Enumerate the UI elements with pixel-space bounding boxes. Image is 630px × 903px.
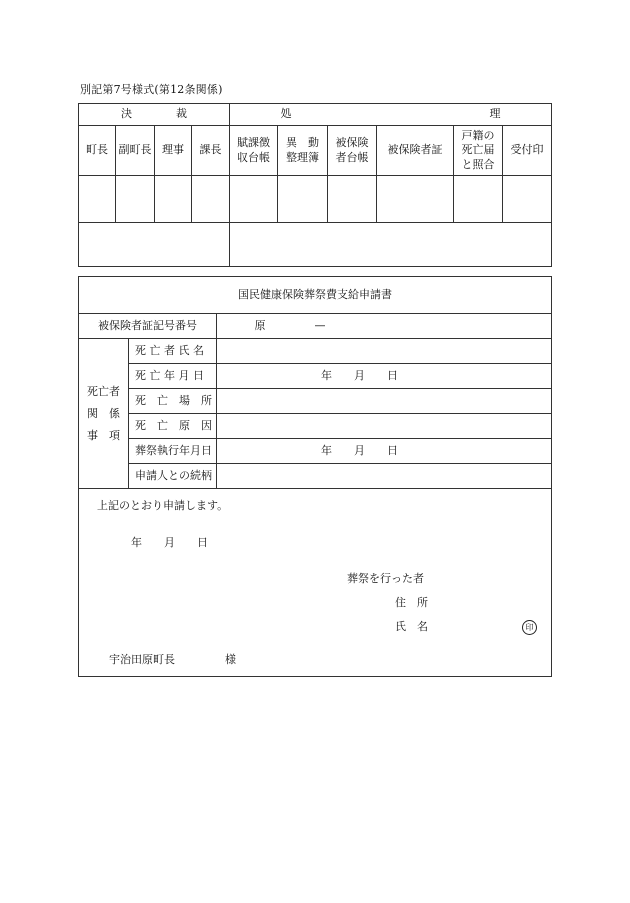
shori-notes-cell[interactable] xyxy=(230,223,552,267)
row-label-death-cause: 死 亡 原 因 xyxy=(129,414,217,439)
row-label-death-date: 死 亡 年 月 日 xyxy=(129,364,217,389)
col-koseki-shoukai: 戸籍の 死亡届 と照合 xyxy=(454,126,503,176)
stamp-cell[interactable] xyxy=(278,176,328,223)
stamp-cell[interactable] xyxy=(155,176,192,223)
stamp-cell[interactable] xyxy=(116,176,155,223)
row-value-name[interactable] xyxy=(217,339,552,364)
application-date[interactable]: 年 月 日 xyxy=(131,536,208,549)
col-chouchou: 町長 xyxy=(79,126,116,176)
insured-dash: — xyxy=(314,318,326,332)
stamp-cell[interactable] xyxy=(230,176,278,223)
col-hihokensha-daicho: 被保険 者台帳 xyxy=(328,126,377,176)
declaration-text: 上記のとおり申請します。 xyxy=(97,499,229,512)
stamp-cell[interactable] xyxy=(328,176,377,223)
stamp-cell[interactable] xyxy=(503,176,552,223)
approval-table xyxy=(78,103,552,267)
kessai-notes-cell[interactable] xyxy=(79,223,230,267)
insured-prefix: 原 xyxy=(254,318,266,332)
col-uketsukein: 受付印 xyxy=(503,126,552,176)
honorific: 様 xyxy=(225,653,236,666)
row-label-relationship: 申請人との続柄 xyxy=(129,464,217,489)
stamp-cell[interactable] xyxy=(79,176,116,223)
address-label: 住 所 xyxy=(395,596,428,609)
col-riji: 理事 xyxy=(155,126,192,176)
col-hihokenshasho: 被保険者証 xyxy=(377,126,454,176)
shori-header: 処 理 xyxy=(230,104,552,126)
addressee: 宇治田原町長 xyxy=(109,653,175,666)
declaration-area xyxy=(79,489,552,677)
form-caption: 別記第7号様式(第12条関係) xyxy=(80,83,223,96)
row-label-name: 死 亡 者 氏 名 xyxy=(129,339,217,364)
stamp-cell[interactable] xyxy=(454,176,503,223)
row-value-death-date[interactable]: 年 月 日 xyxy=(217,364,552,389)
form-title: 国民健康保険葬祭費支給申請書 xyxy=(79,277,552,314)
name-label: 氏 名 xyxy=(395,620,428,633)
row-value-funeral-date[interactable]: 年 月 日 xyxy=(217,439,552,464)
applicant-label: 葬祭を行った者 xyxy=(347,572,424,585)
row-value-death-cause[interactable] xyxy=(217,414,552,439)
row-label-death-place: 死 亡 場 所 xyxy=(129,389,217,414)
insured-number-field[interactable] xyxy=(217,314,552,339)
row-label-funeral-date: 葬祭執行年月日 xyxy=(129,439,217,464)
col-fukuchouchou: 副町長 xyxy=(116,126,155,176)
seal-icon: 印 xyxy=(522,620,537,635)
kessai-header: 決 裁 xyxy=(79,104,230,126)
stamp-cell[interactable] xyxy=(192,176,230,223)
row-value-death-place[interactable] xyxy=(217,389,552,414)
col-kachou: 課長 xyxy=(192,126,230,176)
col-fuka-daicho: 賦課徴 収台帳 xyxy=(230,126,278,176)
row-value-relationship[interactable] xyxy=(217,464,552,489)
application-form xyxy=(78,276,552,677)
death-group-label: 死亡者 関 係 事 項 xyxy=(79,339,129,489)
insured-number-label: 被保険者証記号番号 xyxy=(79,314,217,339)
col-ido-seiribo: 異 動 整理簿 xyxy=(278,126,328,176)
stamp-cell[interactable] xyxy=(377,176,454,223)
